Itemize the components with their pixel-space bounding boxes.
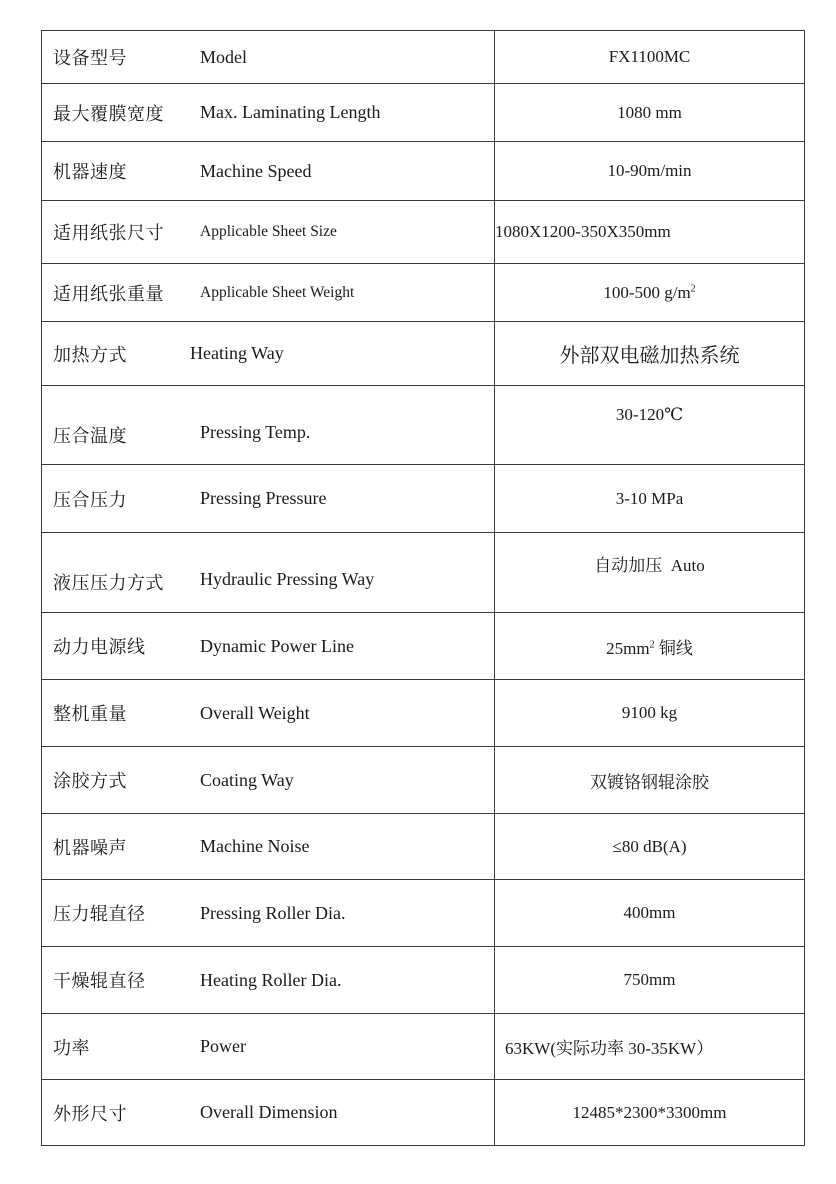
label-cell	[42, 31, 495, 84]
label-en: Model	[200, 46, 247, 67]
label-cn: 动力电源线	[53, 637, 146, 658]
table-row	[42, 1014, 805, 1080]
table-row	[42, 322, 805, 386]
label-en: Pressing Temp.	[200, 421, 311, 442]
table-row	[42, 465, 805, 533]
table-row	[42, 680, 805, 747]
value-text: 30-120℃	[615, 405, 684, 424]
label-cn: 整机重量	[53, 704, 127, 725]
label-cell	[42, 465, 495, 533]
label-cell	[42, 533, 495, 613]
label-en: Dynamic Power Line	[200, 635, 354, 656]
label-en: Machine Noise	[200, 836, 310, 856]
value-cell: 63KW(实际功率 30-35KW）	[495, 1014, 805, 1080]
table-row	[42, 84, 805, 142]
label-cell	[42, 747, 495, 814]
table-row	[42, 533, 805, 613]
label-cell	[42, 1080, 495, 1146]
label-en: Heating Way	[190, 343, 284, 363]
spec-table	[41, 30, 805, 1146]
label-cn: 压合压力	[53, 489, 127, 511]
value-text: 双镀铬钢辊涂胶	[590, 772, 709, 793]
value-cell: ≤80 dB(A)	[495, 814, 805, 880]
value-cell: 750mm	[495, 947, 805, 1014]
label-en: Pressing Roller Dia.	[200, 902, 346, 923]
label-cn: 设备型号	[53, 48, 127, 69]
label-cn: 涂胶方式	[53, 771, 127, 792]
value-cell: 9100 kg	[495, 680, 805, 747]
table-row	[42, 201, 805, 264]
value-cell: 1080 mm	[495, 84, 805, 142]
label-en: Overall Dimension	[200, 1102, 338, 1122]
label-en: Pressing Pressure	[200, 488, 327, 508]
value-cell	[495, 747, 805, 814]
table-row	[42, 142, 805, 201]
label-en: Applicable Sheet Weight	[200, 283, 355, 301]
label-cn: 加热方式	[53, 344, 127, 366]
table-row	[42, 814, 805, 880]
value-cell: 400mm	[495, 880, 805, 947]
label-cell	[42, 264, 495, 322]
label-en: Heating Roller Dia.	[200, 969, 342, 990]
value-cell: FX1100MC	[495, 31, 805, 84]
label-cn: 功率	[53, 1037, 90, 1059]
value-cell	[495, 613, 805, 680]
label-cn: 外形尺寸	[53, 1103, 127, 1125]
label-cn: 压力辊直径	[53, 904, 146, 925]
value-cell	[495, 264, 805, 322]
value-cell: 10-90m/min	[495, 142, 805, 201]
label-en: Coating Way	[200, 769, 294, 790]
label-cell	[42, 814, 495, 880]
label-cn: 机器噪声	[53, 837, 127, 859]
value-cell: 1080X1200-350X350mm	[495, 201, 805, 264]
value-cell	[495, 386, 805, 465]
label-cell	[42, 947, 495, 1014]
label-cell	[42, 142, 495, 201]
label-cell	[42, 880, 495, 947]
value-cell	[495, 533, 805, 613]
label-cell	[42, 201, 495, 264]
label-cell	[42, 84, 495, 142]
table-row	[42, 947, 805, 1014]
table-row	[42, 1080, 805, 1146]
label-cell	[42, 613, 495, 680]
value-text: 25mm	[606, 638, 650, 658]
table-row	[42, 747, 805, 814]
label-cn: 干燥辊直径	[53, 971, 146, 992]
label-en: Overall Weight	[200, 702, 310, 723]
value-tail: 铜线	[654, 638, 693, 658]
label-cn: 最大覆膜宽度	[53, 103, 164, 125]
table-row	[42, 613, 805, 680]
value-text: 100-500 g/m	[603, 282, 691, 302]
label-cell	[42, 322, 495, 386]
label-en: Power	[200, 1036, 246, 1056]
label-cell	[42, 1014, 495, 1080]
label-en: Machine Speed	[200, 160, 312, 181]
value-text: 自动加压 Auto	[594, 556, 705, 575]
table-row	[42, 880, 805, 947]
value-cell: 3-10 MPa	[495, 465, 805, 533]
value-text: 外部双电磁加热系统	[559, 343, 740, 367]
label-en: Max. Laminating Length	[200, 102, 381, 122]
label-cell	[42, 680, 495, 747]
label-cn: 机器速度	[53, 162, 127, 183]
label-cell	[42, 386, 495, 465]
value-cell	[495, 322, 805, 386]
value-superscript: 2	[690, 282, 696, 294]
table-row	[42, 386, 805, 465]
label-cn: 压合温度	[53, 425, 127, 447]
label-cn: 液压压力方式	[53, 572, 164, 594]
table-row	[42, 31, 805, 84]
label-cn: 适用纸张尺寸	[53, 223, 164, 244]
value-cell: 12485*2300*3300mm	[495, 1080, 805, 1146]
label-cn: 适用纸张重量	[53, 283, 164, 305]
label-en: Hydraulic Pressing Way	[200, 568, 375, 589]
table-row	[42, 264, 805, 322]
value-superscript: 2	[649, 638, 655, 650]
label-en: Applicable Sheet Size	[200, 223, 337, 240]
